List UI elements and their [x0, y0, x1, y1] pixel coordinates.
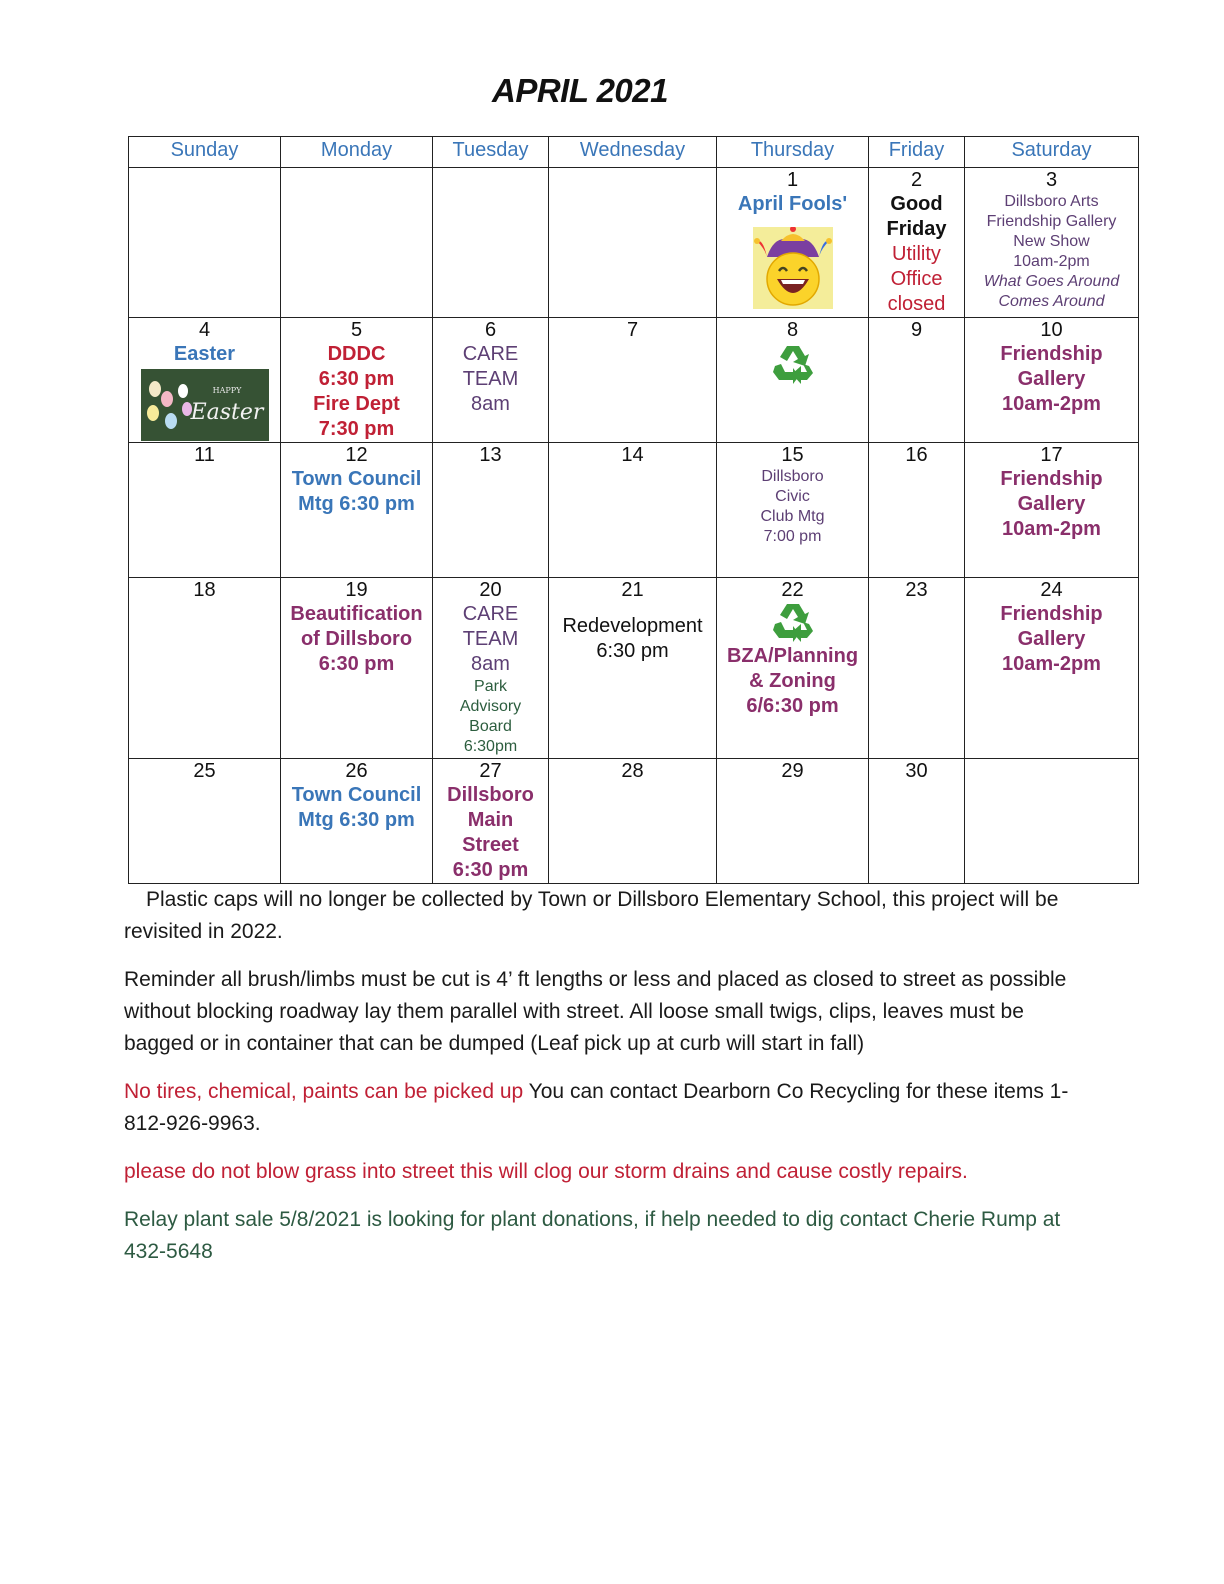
day-cell-16: [869, 443, 965, 578]
weekday-monday: Monday: [281, 137, 433, 168]
day-cell-empty: [549, 168, 717, 318]
day-cell-15: [717, 443, 869, 578]
day-cell-empty: [129, 168, 281, 318]
event-bza-line: 6/6:30 pm: [746, 695, 839, 717]
day-cell-4: [129, 318, 281, 443]
event-dddc-line: DDDC: [327, 343, 386, 365]
day-cell-18: [129, 578, 281, 759]
weekday-saturday: Saturday: [965, 137, 1139, 168]
recycle-icon: [771, 602, 815, 644]
day-number: 6: [484, 319, 497, 341]
event-town-council-line: Town Council: [291, 468, 422, 490]
day-cell-1: [717, 168, 869, 318]
event-main-street-line: 6:30 pm: [452, 859, 529, 881]
easter-image-happy-text: HAPPY: [212, 386, 241, 395]
day-number: 19: [345, 579, 368, 601]
event-care-team-line: CARE: [462, 343, 519, 365]
day-number: 1: [786, 169, 799, 191]
day-cell-28: [549, 759, 717, 884]
day-cell-11: [129, 443, 281, 578]
event-main-street-line: Street: [462, 834, 519, 856]
day-cell-5: [281, 318, 433, 443]
note-tires-contact: You can contact Dearborn Co Recycling for these items 1-812-926-9963.: [124, 1080, 1069, 1135]
day-cell-10: [965, 318, 1139, 443]
event-gallery-show-line: 10am-2pm: [1013, 253, 1090, 270]
event-friendship-gallery-line: Gallery: [1017, 493, 1086, 515]
event-civic-club-line: Dillsboro: [761, 468, 824, 485]
event-town-council-line: Mtg 6:30 pm: [298, 493, 415, 515]
day-cell-7: [549, 318, 717, 443]
day-number: 2: [910, 169, 923, 191]
week-row: [129, 578, 1139, 759]
day-cell-12: [281, 443, 433, 578]
day-cell-30: [869, 759, 965, 884]
day-number: 5: [350, 319, 363, 341]
day-number: 18: [193, 579, 216, 601]
event-fire-dept-line: 7:30 pm: [318, 418, 395, 440]
day-cell-2: [869, 168, 965, 318]
event-utility-closed-line: Utility: [892, 243, 941, 265]
note-tires: [124, 1076, 1084, 1140]
recycle-icon: [771, 344, 815, 386]
day-number: 15: [781, 444, 804, 466]
day-cell-13: [433, 443, 549, 578]
event-redevelopment-line: Redevelopment: [562, 615, 703, 637]
day-number: 11: [194, 444, 215, 466]
day-number: 13: [479, 444, 502, 466]
note-plastic-caps: Plastic caps will no longer be collected by Town or Dillsboro Elementary School, this project will be revisited in 2022.: [124, 888, 1059, 943]
event-town-council-line: Mtg 6:30 pm: [298, 809, 415, 831]
event-care-team-line: 8am: [471, 393, 510, 415]
event-park-board-line: Board: [469, 718, 512, 735]
day-number: 10: [1040, 319, 1063, 341]
event-good-friday-line: Good: [890, 193, 943, 215]
easter-eggs-image: [141, 369, 269, 441]
event-civic-club-line: Club Mtg: [760, 508, 825, 525]
day-cell-3: [965, 168, 1139, 318]
weekday-tuesday: Tuesday: [433, 137, 549, 168]
day-cell-26: [281, 759, 433, 884]
day-number: 22: [781, 579, 804, 601]
day-number: 21: [621, 579, 644, 601]
day-number: 4: [198, 319, 211, 341]
week-row: [129, 443, 1139, 578]
day-cell-20: [433, 578, 549, 759]
event-civic-club-line: Civic: [775, 488, 810, 505]
jester-emoji-icon: [753, 227, 833, 309]
day-number: 26: [345, 760, 368, 782]
event-dddc-line: 6:30 pm: [318, 368, 395, 390]
event-friendship-gallery-line: 10am-2pm: [1002, 393, 1101, 415]
event-gallery-show-line: Friendship Gallery: [986, 213, 1117, 230]
day-cell-9: [869, 318, 965, 443]
weekday-header-row: [129, 137, 1139, 168]
event-park-board-line: Advisory: [459, 698, 522, 715]
day-cell-25: [129, 759, 281, 884]
week-row: [129, 168, 1139, 318]
event-friendship-gallery-line: Friendship: [1000, 603, 1103, 625]
event-friendship-gallery-line: 10am-2pm: [1002, 518, 1101, 540]
note-brush-limbs: Reminder all brush/limbs must be cut is 4’ ft lengths or less and placed as closed to street as possible without blocking roadway lay them parallel with street. All loose small twigs, clips, leaves must be bagged or in container that can be dumped (Leaf pick up at curb will start in fall): [124, 968, 1067, 1055]
event-bza-line: BZA/Planning: [726, 645, 859, 667]
note-grass: please do not blow grass into street this will clog our storm drains and cause costly repairs.: [124, 1160, 968, 1183]
event-friendship-gallery-line: Friendship: [1000, 468, 1103, 490]
day-cell-14: [549, 443, 717, 578]
event-easter: Easter: [173, 343, 236, 365]
day-number: 9: [910, 319, 923, 341]
event-care-team-line: 8am: [471, 653, 510, 675]
event-beautification-line: of Dillsboro: [300, 628, 413, 650]
calendar-grid: [128, 136, 1139, 884]
day-number: 28: [621, 760, 644, 782]
event-bza-line: & Zoning: [749, 670, 836, 692]
event-park-board-line: 6:30pm: [463, 738, 518, 755]
day-number: 30: [905, 760, 928, 782]
day-number: 25: [193, 760, 216, 782]
day-cell-8: [717, 318, 869, 443]
event-town-council-line: Town Council: [291, 784, 422, 806]
event-friendship-gallery-line: 10am-2pm: [1002, 653, 1101, 675]
event-gallery-show-line: Dillsboro Arts: [1004, 193, 1099, 210]
event-main-street-line: Main: [467, 809, 514, 831]
day-cell-22: [717, 578, 869, 759]
day-cell-6: [433, 318, 549, 443]
day-cell-21: [549, 578, 717, 759]
event-main-street-line: Dillsboro: [447, 784, 534, 806]
event-beautification-line: Beautification: [290, 603, 423, 625]
event-care-team-line: CARE: [462, 603, 519, 625]
event-show-title-line: Comes Around: [998, 293, 1105, 310]
event-park-board-line: Park: [474, 678, 507, 695]
day-number: 16: [905, 444, 928, 466]
day-cell-19: [281, 578, 433, 759]
day-cell-empty: [433, 168, 549, 318]
day-number: 29: [781, 760, 804, 782]
event-civic-club-line: 7:00 pm: [763, 528, 822, 545]
day-cell-empty: [965, 759, 1139, 884]
event-fire-dept-line: Fire Dept: [313, 393, 400, 415]
day-cell-29: [717, 759, 869, 884]
day-number: 12: [345, 444, 368, 466]
page-title: APRIL 2021: [492, 72, 668, 109]
note-tires-warning: No tires, chemical, paints can be picked up: [124, 1080, 524, 1103]
weekday-sunday: Sunday: [129, 137, 281, 168]
event-care-team-line: TEAM: [462, 368, 519, 390]
day-number: 23: [905, 579, 928, 601]
notes-section: [124, 884, 1084, 1268]
day-cell-17: [965, 443, 1139, 578]
note-relay-plant-sale: Relay plant sale 5/8/2021 is looking for plant donations, if help needed to dig contact Cherie Rump at 432-5648: [124, 1208, 1061, 1263]
day-cell-empty: [281, 168, 433, 318]
day-number: 8: [786, 319, 799, 341]
event-friendship-gallery-line: Gallery: [1017, 368, 1086, 390]
day-cell-23: [869, 578, 965, 759]
event-care-team-line: TEAM: [462, 628, 519, 650]
easter-image-easter-text: Easter: [190, 400, 263, 425]
event-friendship-gallery-line: Gallery: [1017, 628, 1086, 650]
event-good-friday-line: Friday: [886, 218, 947, 240]
event-friendship-gallery-line: Friendship: [1000, 343, 1103, 365]
day-number: 20: [479, 579, 502, 601]
day-cell-24: [965, 578, 1139, 759]
day-number: 14: [621, 444, 644, 466]
event-redevelopment-line: 6:30 pm: [596, 640, 669, 662]
event-utility-closed-line: Office: [890, 268, 943, 290]
event-beautification-line: 6:30 pm: [318, 653, 395, 675]
day-number: 17: [1040, 444, 1063, 466]
day-number: 27: [479, 760, 502, 782]
day-cell-27: [433, 759, 549, 884]
weekday-wednesday: Wednesday: [549, 137, 717, 168]
week-row: [129, 759, 1139, 884]
event-utility-closed-line: closed: [887, 293, 946, 315]
event-show-title-line: What Goes Around: [983, 273, 1120, 290]
day-number: 7: [626, 319, 639, 341]
day-number: 24: [1040, 579, 1063, 601]
day-number: 3: [1045, 169, 1058, 191]
weekday-thursday: Thursday: [717, 137, 869, 168]
weekday-friday: Friday: [869, 137, 965, 168]
event-april-fools: April Fools': [737, 193, 848, 215]
event-gallery-show-line: New Show: [1013, 233, 1090, 250]
week-row: [129, 318, 1139, 443]
